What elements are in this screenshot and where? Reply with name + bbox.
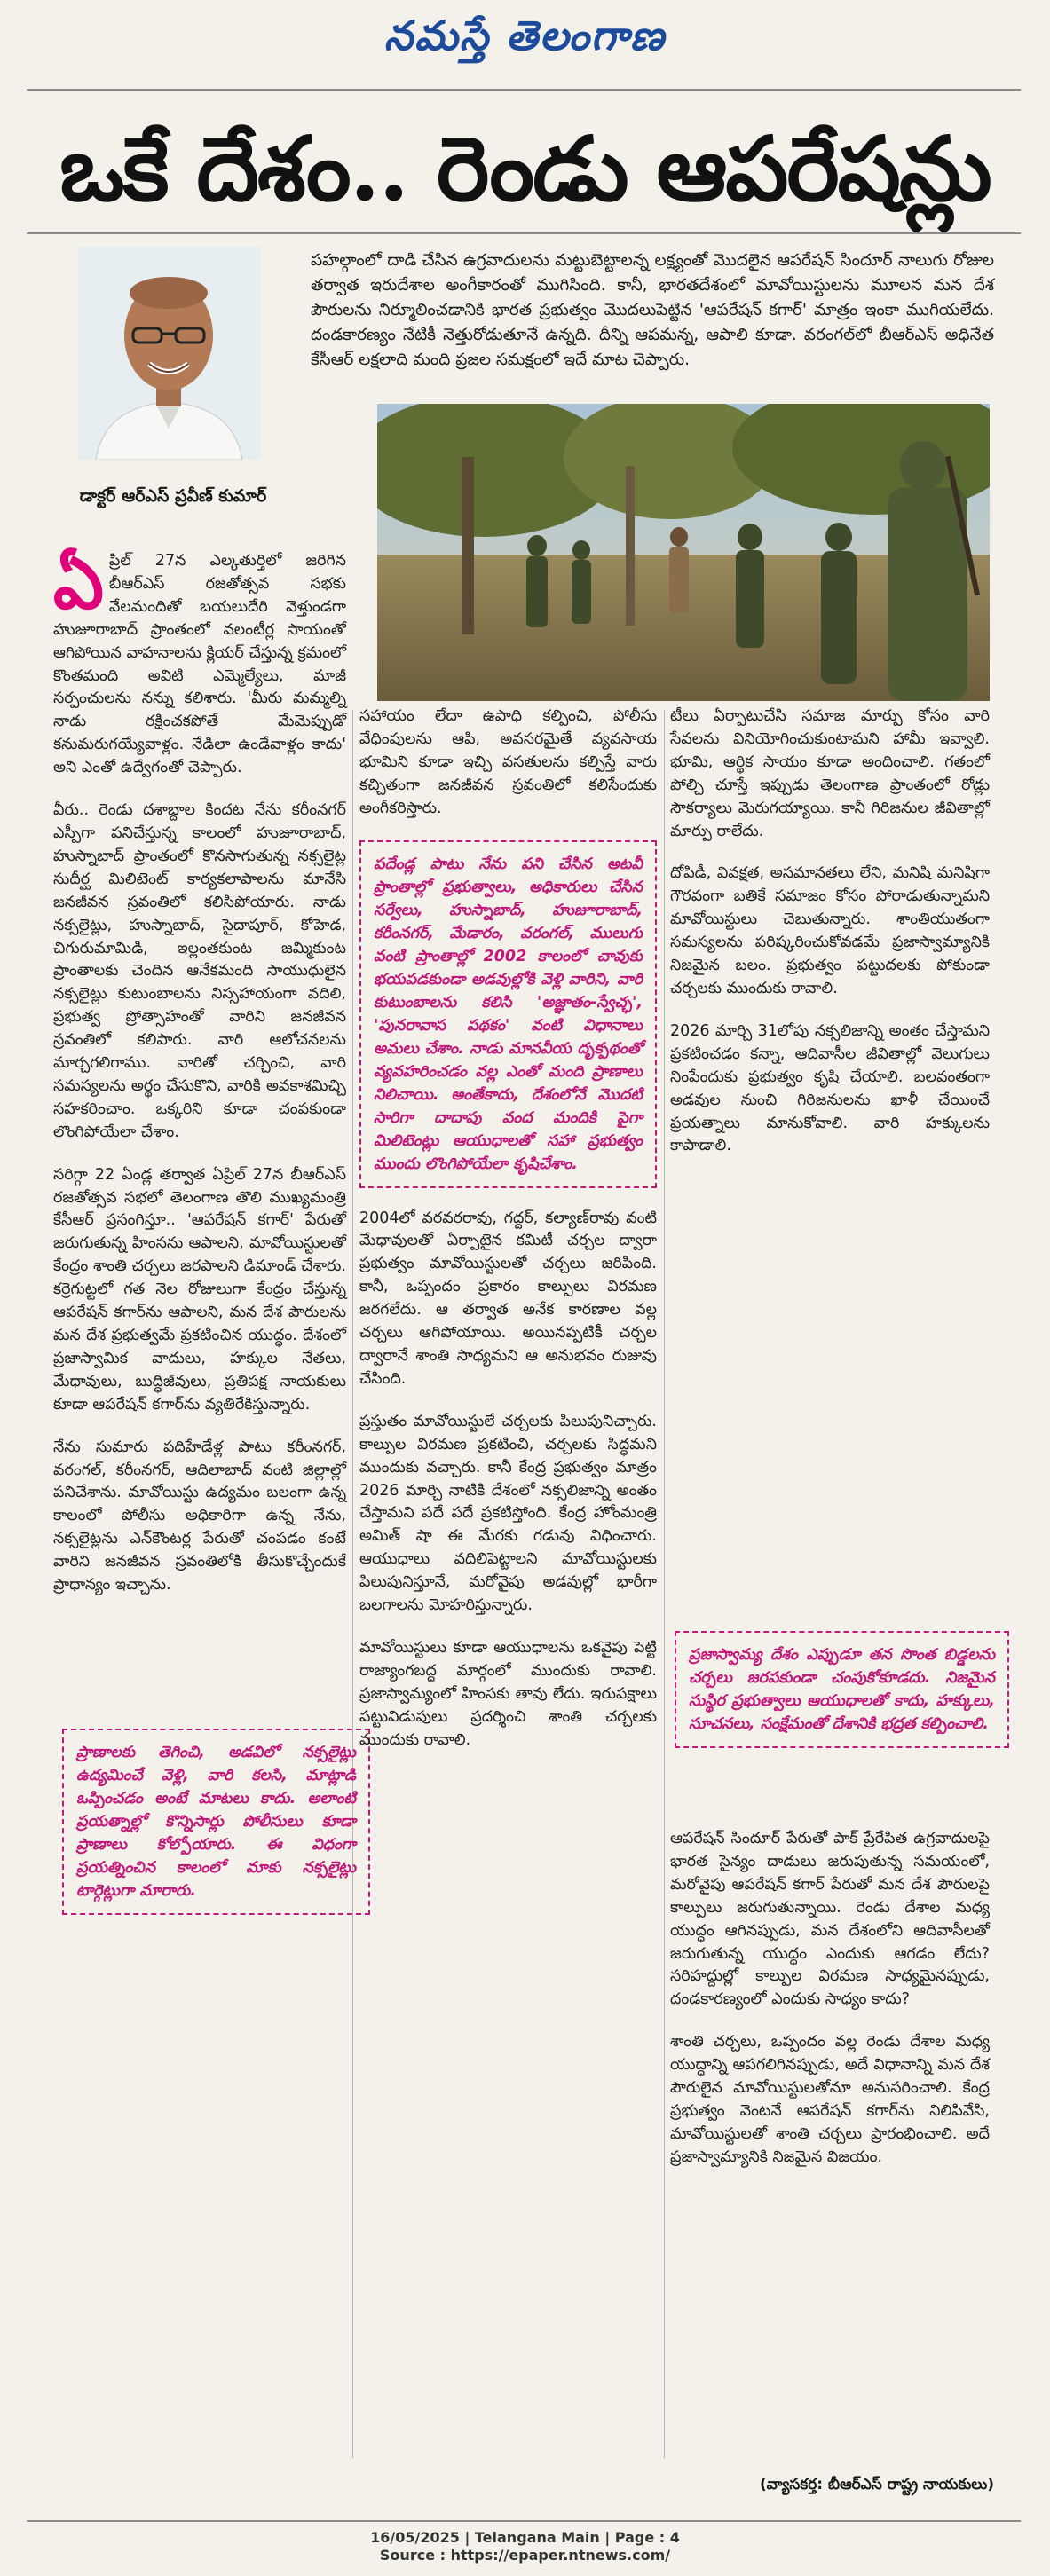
article-column-2 <box>359 705 657 1771</box>
author-photo <box>78 247 260 460</box>
newspaper-logo: నమస్తే తెలంగాణ <box>383 12 667 59</box>
article-paragraph <box>53 541 346 780</box>
article-paragraph: 2026 మార్చి 31లోపు నక్సలిజాన్ని అంతం చేస్తామని ప్రకటించడం కన్నా, ఆదివాసీల జీవితాల్లో వెలుగులు నింపేందుకు ప్రభుత్వం కృషి చేయాలి. బలవంతంగా అడవుల నుంచి గిరిజనులను ఖాళీ చేయించే ప్రయత్నాలు మానుకోవాలి. వారి హక్కులను కాపాడాలి. <box>670 1021 990 1155</box>
intro-paragraph: పహల్గాంలో దాడి చేసిన ఉగ్రవాదులను మట్టుబెట్టాలన్న లక్ష్యంతో మొదలైన ఆపరేషన్ సిందూర్ నాలుగు రోజుల తర్వాత ఇరుదేశాల అంగీకారంతో ముగిసింది. కానీ, భారతదేశంలో మావోయిస్టులను మూలన మన దేశ పౌరులను నిర్మూలించడానికి భారత ప్రభుత్వం మొదలుపెట్టిన 'ఆపరేషన్ కగార్' మాత్రం ఇంకా ముగియలేదు. దండకారణ్యం నేటికీ నెత్తురోడుతూనే ఉన్నది. దీన్ని ఆపమన్న, ఆపాలి కూడా. వరంగల్‌లో బీఆర్ఎస్ అధినేత కేసీఆర్ లక్షలాది మంది ప్రజల సమక్షంలో ఇదే మాట చెప్పారు. <box>311 251 994 369</box>
paragraph-text: ప్రిల్ 27న ఎల్కతుర్తిలో జరిగిన బీఆర్ఎస్ రజతోత్సవ సభకు వేలమందితో బయలుదేరి వెళ్తుండగా హుజూరాబాద్ ప్రాంతంలో వలంటీర్ల సాయంతో ఆగిపోయిన వాహనాలను క్లియర్ చేస్తున్న క్రమంలో కొంతమంది అవిటి ఎమ్మెల్యేలు, మాజీ సర్పంచులను నన్ను కలిశారు. 'మీరు మమ్మల్ని నాడు రక్షించకపోతే మేమెప్పుడో కనుమరుగయ్యేవాళ్లం. నేడిలా ఉండేవాళ్లం కాదు' అని ఎంతో ఉద్వేగంతో చెప్పారు. <box>53 552 346 777</box>
article-paragraph: వీరు.. రెండు దశాబ్దాల కిందట నేను కరీంనగర్ ఎస్పీగా పనిచేస్తున్న కాలంలో హుజూరాబాద్, హుస్నాబాద్ ప్రాంతంలో కొనసాగుతున్న నక్సలైట్ల సుదీర్ఘ మిలిటెంట్ కార్యకలాపాలను మానేసి జనజీవన స్రవంతిలో కలిసిపోయారు. నాడు నక్సలైట్లు, హుస్నాబాద్, సైదాపూర్, కోహెడ, చిగురుమామిడి, ఇల్లంతకుంట జమ్మికుంట ప్రాంతాలకు చెందిన ఆనేకమంది సాయుధులైన నక్సలైట్లు కుటుంబాలను నిస్సహాయంగా వదిలి, ప్రభుత్వ ప్రోత్సాహంతో వారిని జనజీవన స్రవంతిలో కలిపారు. వారి ఆలోచనలను మార్చగలిగాము. వారితో చర్చించి, వారి సమస్యలను అర్థం చేసుకొని, వారికి అవకాశమిచ్చి సహకరించాం. ఒక్కరిని కూడా చంపకుండా లొంగిపోయేలా చేశాం. <box>53 801 346 1141</box>
headline: ఒకే దేశం.. రెండు ఆపరేషన్లు <box>59 116 991 221</box>
pull-quote: పదేండ్ల పాటు నేను పని చేసిన అటవీ ప్రాంతాల్లో ప్రభుత్వాలు, అధికారులు చేసిన సర్వేలు, హుస్నాబాద్, హుజూరాబాద్, కరీంనగర్, మేడారం, వరంగల్, ములుగు వంటి ప్రాంతాల్లో 2002 కాలంలో చావుకు భయపడకుండా అడవుల్లోకి వెళ్లి వారిని, వారి కుటుంబాలను కలిసి 'అజ్ఞాతం-స్వేచ్ఛ', 'పునరావాస పథకం' వంటి విధానాలు అమలు చేశాం. నాడు మానవీయ దృక్పథంతో వ్యవహరించడం వల్ల ఎంతో మంది ప్రాణాలు నిలిచాయి. అంతేకాదు, దేశంలోనే మొదటి సారిగా దాదాపు వంద మందికి పైగా మిలిటెంట్లు ఆయుధాలతో సహా ప్రభుత్వం ముందు లొంగిపోయేలా కృషిచేశాం. <box>359 840 657 1188</box>
article-column-3 <box>670 705 990 1178</box>
article-paragraph: సహాయం లేదా ఉపాధి కల్పించి, పోలీసు వేధింపులను ఆపి, అవసరమైతే వ్యవసాయ భూమిని కూడా ఇచ్చి వసతులను కల్పిస్తే వారు కచ్చితంగా జనజీవన స్రవంతిలో కలిసేందుకు అంగీకరిస్తారు. <box>359 707 657 817</box>
footer-divider <box>27 2520 1021 2522</box>
article-paragraph: సరిగ్గా 22 ఏండ్ల తర్వాత ఏప్రిల్ 27న బీఆర్ఎస్ రజతోత్సవ సభలో తెలంగాణ తొలి ముఖ్యమంత్రి కేసీఆర్ ప్రసంగిస్తూ.. 'ఆపరేషన్ కగార్' పేరుతో జరుగుతున్న హింసను ఆపాలని, మావోయిస్టులతో కేంద్రం శాంతి చర్చలు జరపాలని డిమాండ్ చేశారు. కర్రెగుట్టలో గత నెల రోజులుగా కేంద్రం చేస్తున్న ఆపరేషన్ కగార్‌ను ఆపాలని, మన దేశ పౌరులను మన దేశ ప్రభుత్వమే ప్రకటించిన యుద్ధం. దేశంలో ప్రజాస్వామిక వాదులు, హక్కుల నేతలు, మేధావులు, బుద్ధిజీవులు, ప్రతిపక్ష నాయకులు కూడా ఆపరేషన్ కగార్‌ను వ్యతిరేకిస్తున్నారు. <box>53 1165 346 1414</box>
footer-source-link[interactable]: Source : https://epaper.ntnews.com/ <box>379 2547 671 2564</box>
article-column-1 <box>53 541 346 1617</box>
drop-cap: ఏ <box>53 541 104 625</box>
column-divider <box>664 710 665 2458</box>
article-paragraph: దోపిడీ, వివక్షత, అసమానతలు లేని, మనిషి మనిషిగా గౌరవంగా బతికే సమాజం కోసం పోరాడుతున్నామని మావోయిస్టులు చెబుతున్నారు. శాంతియుతంగా సమస్యలను పరిష్కరించుకోవడమే ప్రజాస్వామ్యానికి నిజమైన బలం. ప్రభుత్వం పట్టుదలకు పోకుండా చర్చలకు ముందుకు రావాలి. <box>670 864 990 997</box>
masthead-divider <box>27 89 1021 91</box>
article-paragraph: మావోయిస్టులు కూడా ఆయుధాలను ఒకవైపు పెట్టి రాజ్యాంగబద్ధ మార్గంలో ముందుకు రావాలి. ప్రజాస్వామ్యంలో హింసకు తావు లేదు. ఇరుపక్షాలు పట్టువిడుపులు ప్రదర్శించి శాంతి చర్చలకు ముందుకు రావాలి. <box>359 1638 657 1749</box>
masthead <box>0 0 1050 82</box>
article-paragraph: టీలు ఏర్పాటుచేసి సమాజ మార్పు కోసం వారి సేవలను వినియోగించుకుంటామని హామీ ఇవ్వాలి. భూమి, ఆర్థిక సాయం కూడా అందించాలి. గతంలో పోల్చి చూస్తే ఇప్పుడు తెలంగాణ ప్రాంతంలో రోడ్లు సౌకర్యాలు మెరుగయ్యాయి. కానీ గిరిజనుల జీవితాల్లో మార్పు రాలేదు. <box>670 707 990 840</box>
article-paragraph: నేను సుమారు పదిహేడేళ్ల పాటు కరీంనగర్, వరంగల్, కరీంనగర్, ఆదిలాబాద్ వంటి జిల్లాల్లో పనిచేశాను. మావోయిస్టు ఉద్యమం బలంగా ఉన్న కాలంలో పోలీసు అధికారిగా ఉన్న నేను, నక్సలైట్లను ఎన్‌కౌంటర్ల పేరుతో చంపడం కంటే వారిని జనజీవన స్రవంతిలోకి తీసుకొచ్చేందుకే ప్రాధాన్యం ఇచ్చాను. <box>53 1438 346 1595</box>
column-divider <box>352 710 353 2458</box>
article-paragraph: ప్రస్తుతం మావోయిస్టులే చర్చలకు పిలుపునిచ్చారు. కాల్పుల విరమణ ప్రకటించి, చర్చలకు సిద్ధమని ముందుకు వచ్చారు. కానీ కేంద్ర ప్రభుత్వం మాత్రం 2026 మార్చి నాటికి దేశంలో నక్సలిజాన్ని అంతం చేస్తామని పదే పదే ప్రకటిస్తోంది. కేంద్ర హోంమంత్రి అమిత్ షా ఈ మేరకు గడువు విధించారు. ఆయుధాలు వదిలిపెట్టాలని మావోయిస్టులకు పిలుపునిస్తూనే, మరోవైపు అడవుల్లో భారీగా బలగాలను మోహరిస్తున్నారు. <box>359 1412 657 1615</box>
article-paragraph: శాంతి చర్చలు, ఒప్పందం వల్ల రెండు దేశాల మధ్య యుద్ధాన్ని ఆపగలిగినప్పుడు, అదే విధానాన్ని మన దేశ పౌరులైన మావోయిస్టులతోనూ అనుసరించాలి. కేంద్ర ప్రభుత్వం వెంటనే ఆపరేషన్ కగార్‌ను నిలిపివేసి, మావోయిస్టులతో శాంతి చర్చలు ప్రారంభించాలి. అదే ప్రజాస్వామ్యానికి నిజమైన విజయం. <box>670 2033 990 2166</box>
article-paragraph: 2004లో వరవరరావు, గద్దర్, కల్యాణ్‌రావు వంటి మేధావులతో ఏర్పాటైన కమిటీ చర్చల ద్వారా ప్రభుత్వం మావోయిస్టులతో చర్చలు జరిపింది. కానీ, ఒప్పందం ప్రకారం కాల్పులు విరమణ జరగలేదు. ఆ తర్వాత అనేక కారణాల వల్ల చర్చలు ఆగిపోయాయి. అయినప్పటికీ చర్చల ద్వారానే శాంతి సాధ్యమని ఆ అనుభవం రుజువు చేసింది. <box>359 1209 657 1388</box>
page-footer <box>0 2529 1050 2564</box>
pull-quote: ప్రాణాలకు తెగించి, అడవిలో నక్సలైట్లు ఉద్యమించే వెళ్లి, వారి కలసి, మాట్లాడి ఒప్పించడం అంటే మాటలు కాదు. అలాంటి ప్రయత్నాల్లో కొన్నిసార్లు పోలీసులు కూడా ప్రాణాలు కోల్పోయారు. ఈ విధంగా ప్రయత్నించిన కాలంలో మాకు నక్సలైట్లు టార్గెట్లుగా మారారు. <box>62 1729 370 1915</box>
article-column-3-continued <box>670 1828 990 2189</box>
article-paragraph: ఆపరేషన్ సిందూర్ పేరుతో పాక్ ప్రేరేపిత ఉగ్రవాదులపై భారత సైన్యం దాడులు జరుపుతున్న సమయంలో, మరోవైపు ఆపరేషన్ కగార్ పేరుతో మన దేశ పౌరులపై కాల్పులు జరుగుతున్నాయి. రెండు దేశాల మధ్య యుద్ధం ఆగినప్పుడు, మన దేశంలోని ఆదివాసీలతో జరుగుతున్న యుద్ధం ఎందుకు ఆగడం లేదు? సరిహద్దుల్లో కాల్పుల విరమణ సాధ్యమైనప్పుడు, దండకారణ్యంలో ఎందుకు సాధ్యం కాదు? <box>670 1830 990 2009</box>
author-credit: (వ్యాసకర్త: బీఆర్ఎస్ రాష్ట్ర నాయకులు) <box>760 2476 994 2493</box>
author-name: డాక్టర్ ఆర్ఎస్ ప్రవీణ్ కుమార్ <box>79 486 267 506</box>
forest-patrol-photo <box>377 404 990 701</box>
headline-divider <box>27 232 1021 234</box>
pull-quote: ప్రజాస్వామ్య దేశం ఎప్పుడూ తన సొంత బిడ్డలను చర్చలు జరపకుండా చంపుకోకూడదు. నిజమైన సుస్థిర ప్రభుత్వాలు ఆయుధాలతో కాదు, హక్కులు, సూచనలు, సంక్షేమంతో దేశానికి భద్రత కల్పించాలి. <box>675 1631 1009 1748</box>
footer-edition: 16/05/2025 | Telangana Main | Page : 4 <box>370 2529 680 2546</box>
